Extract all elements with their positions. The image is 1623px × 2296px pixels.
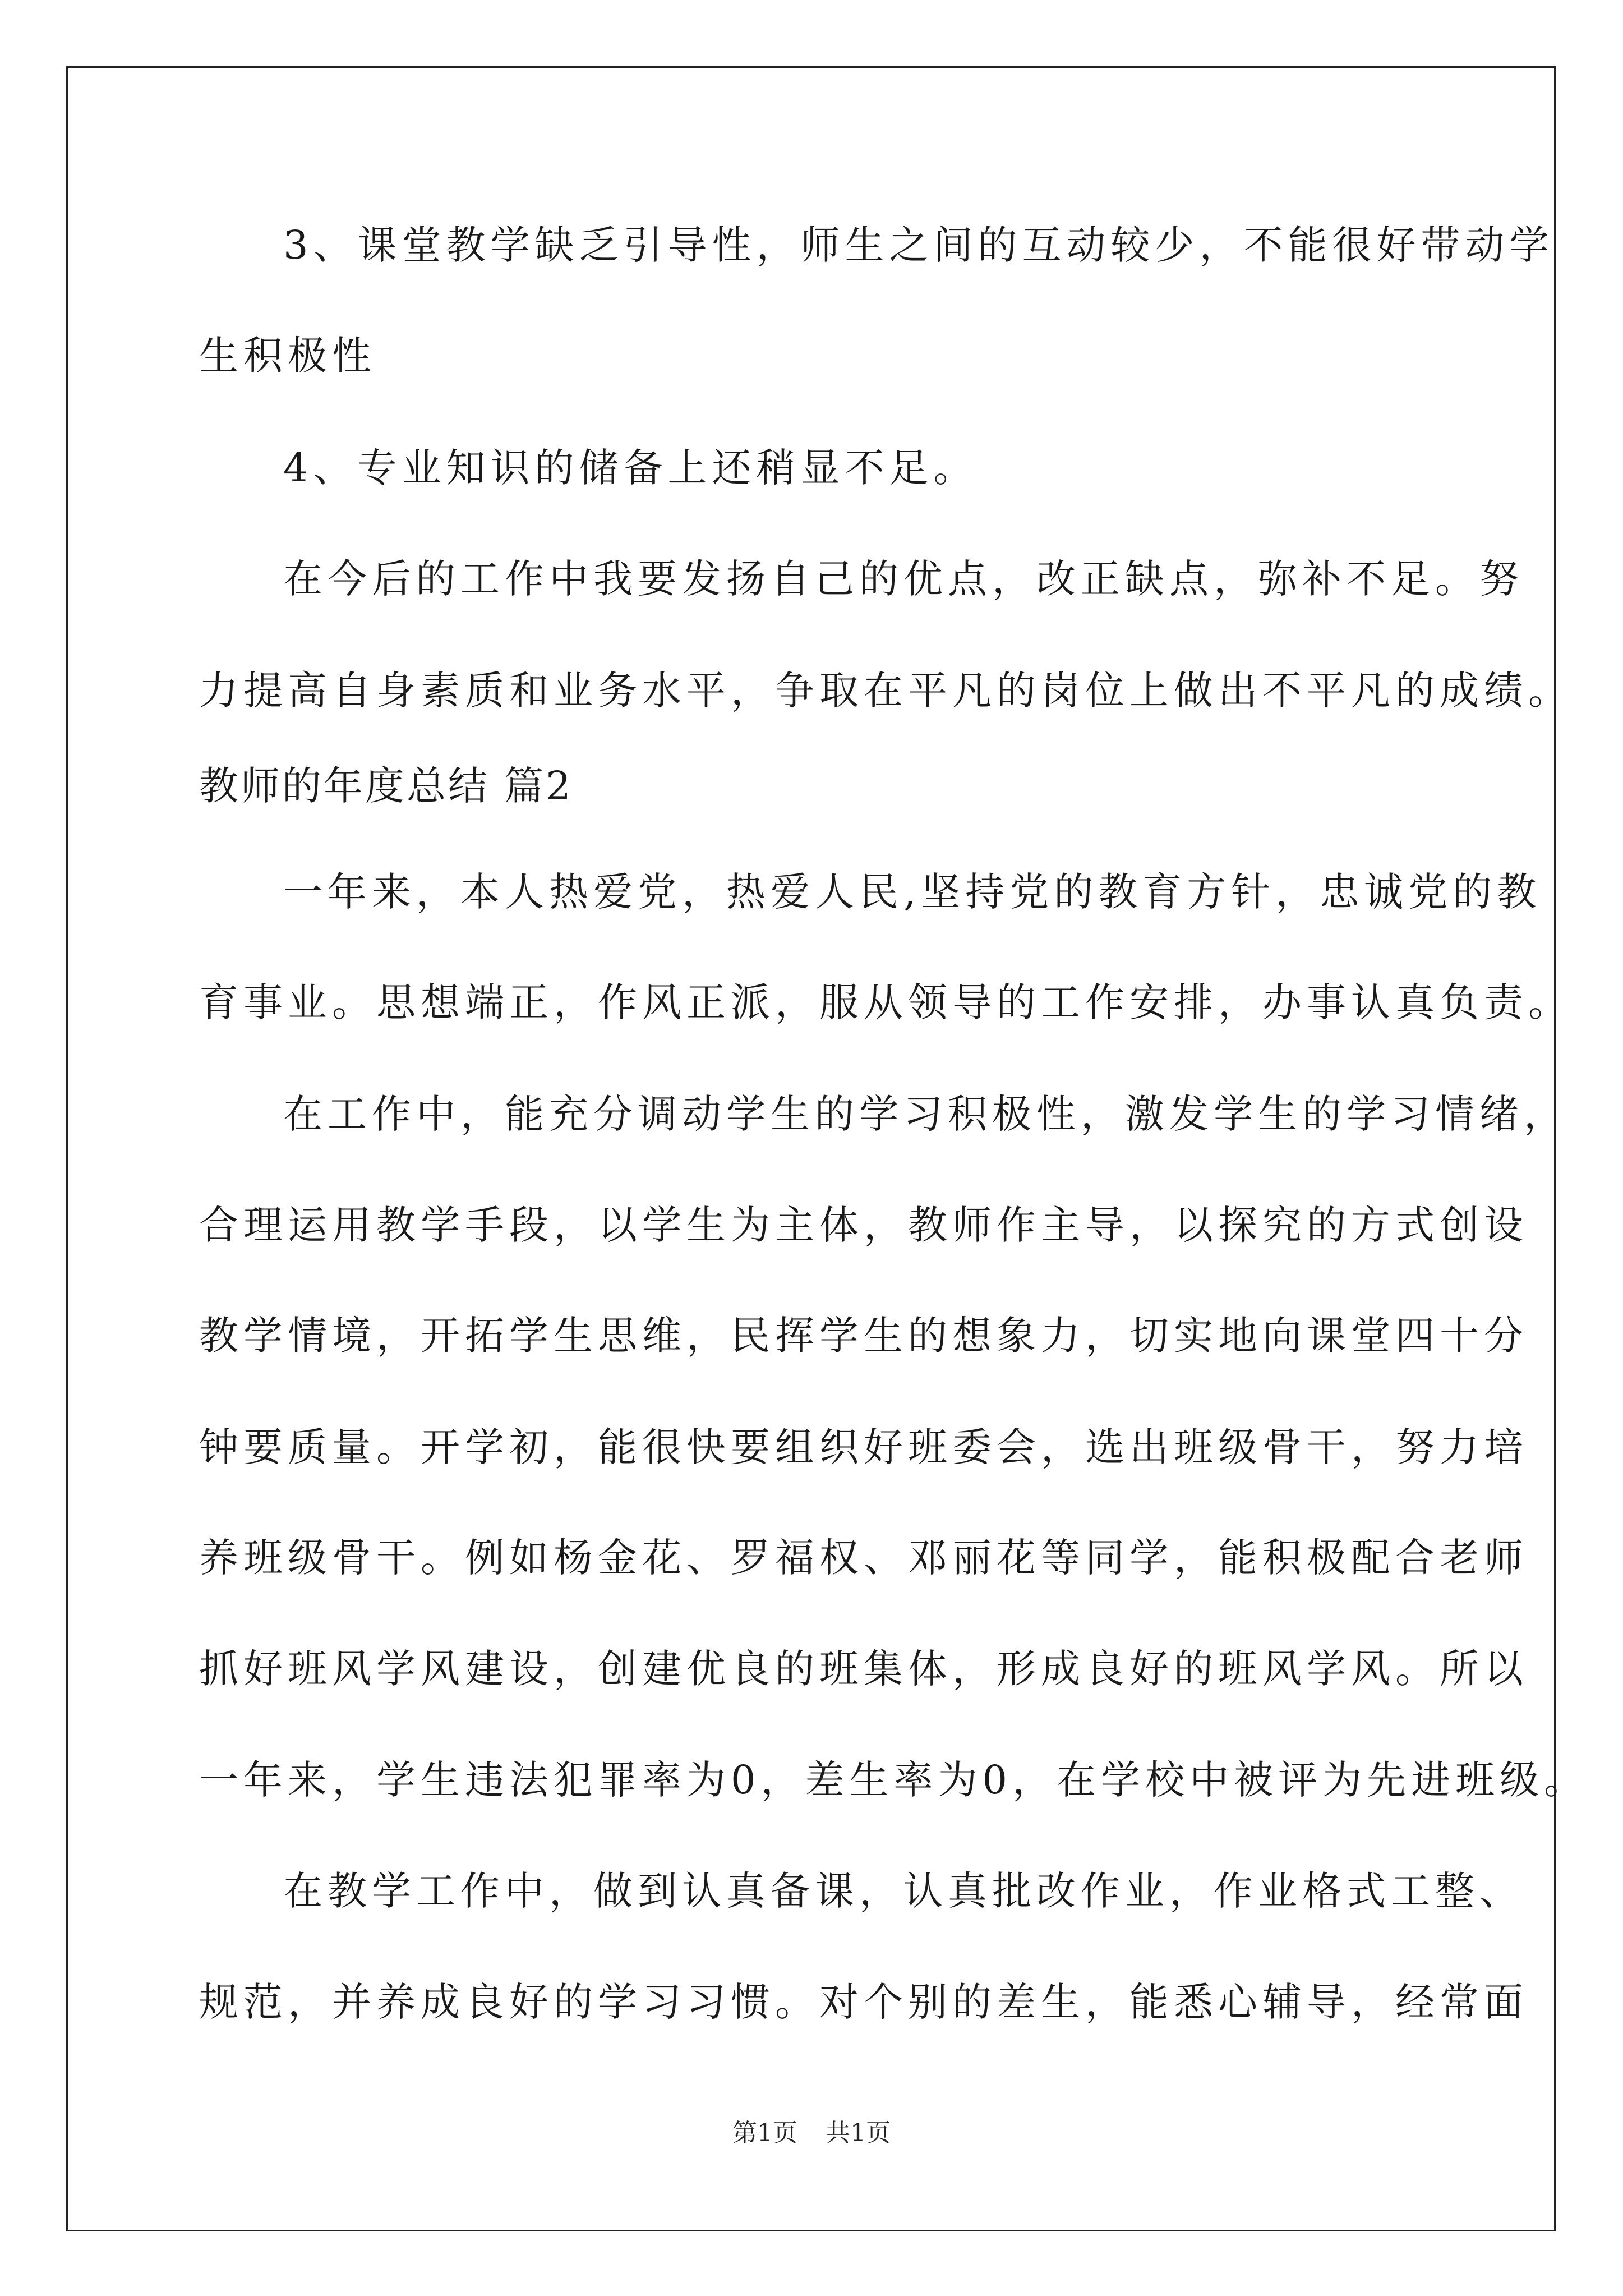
paragraph-line: 在今后的工作中我要发扬自己的优点，改正缺点，弥补不足。努 — [283, 556, 1524, 602]
paragraph-line: 养班级骨干。例如杨金花、罗福权、邓丽花等同学，能积极配合老师 — [199, 1535, 1528, 1581]
paragraph-line: 钟要质量。开学初，能很快要组织好班委会，选出班级骨干，努力培 — [199, 1424, 1528, 1470]
section-heading: 教师的年度总结 篇2 — [199, 763, 573, 809]
paragraph-line: 规范，并养成良好的学习习惯。对个别的差生，能悉心辅导，经常面 — [199, 1979, 1528, 2025]
page-footer — [0, 2118, 1623, 2149]
paragraph-line: 抓好班风学风建设，创建优良的班集体，形成良好的班风学风。所以 — [199, 1646, 1528, 1692]
paragraph-line: 教学情境，开拓学生思维，民挥学生的想象力，切实地向课堂四十分 — [199, 1313, 1528, 1359]
page-total: 共1页 — [826, 2119, 891, 2147]
paragraph-line: 在工作中，能充分调动学生的学习积极性，激发学生的学习情绪， — [283, 1091, 1568, 1137]
paragraph-line: 在教学工作中，做到认真备课，认真批改作业，作业格式工整、 — [283, 1868, 1524, 1914]
page-number: 第1页 — [732, 2119, 797, 2147]
paragraph-line: 育事业。思想端正，作风正派，服从领导的工作安排，办事认真负责。 — [199, 979, 1573, 1025]
paragraph-line: 一年来，本人热爱党，热爱人民,坚持党的教育方针，忠诚党的教 — [283, 869, 1542, 915]
paragraph-line: 生积极性 — [199, 333, 376, 379]
paragraph-line: 4、专业知识的储备上还稍显不足。 — [283, 445, 978, 491]
paragraph-line: 一年来，学生违法犯罪率为0，差生率为0，在学校中被评为先进班级。 — [199, 1757, 1589, 1803]
paragraph-line: 3、课堂教学缺乏引导性，师生之间的互动较少，不能很好带动学 — [283, 222, 1554, 268]
paragraph-line: 合理运用教学手段，以学生为主体，教师作主导，以探究的方式创设 — [199, 1202, 1528, 1248]
paragraph-line: 力提高自身素质和业务水平，争取在平凡的岗位上做出不平凡的成绩。 — [199, 668, 1573, 714]
